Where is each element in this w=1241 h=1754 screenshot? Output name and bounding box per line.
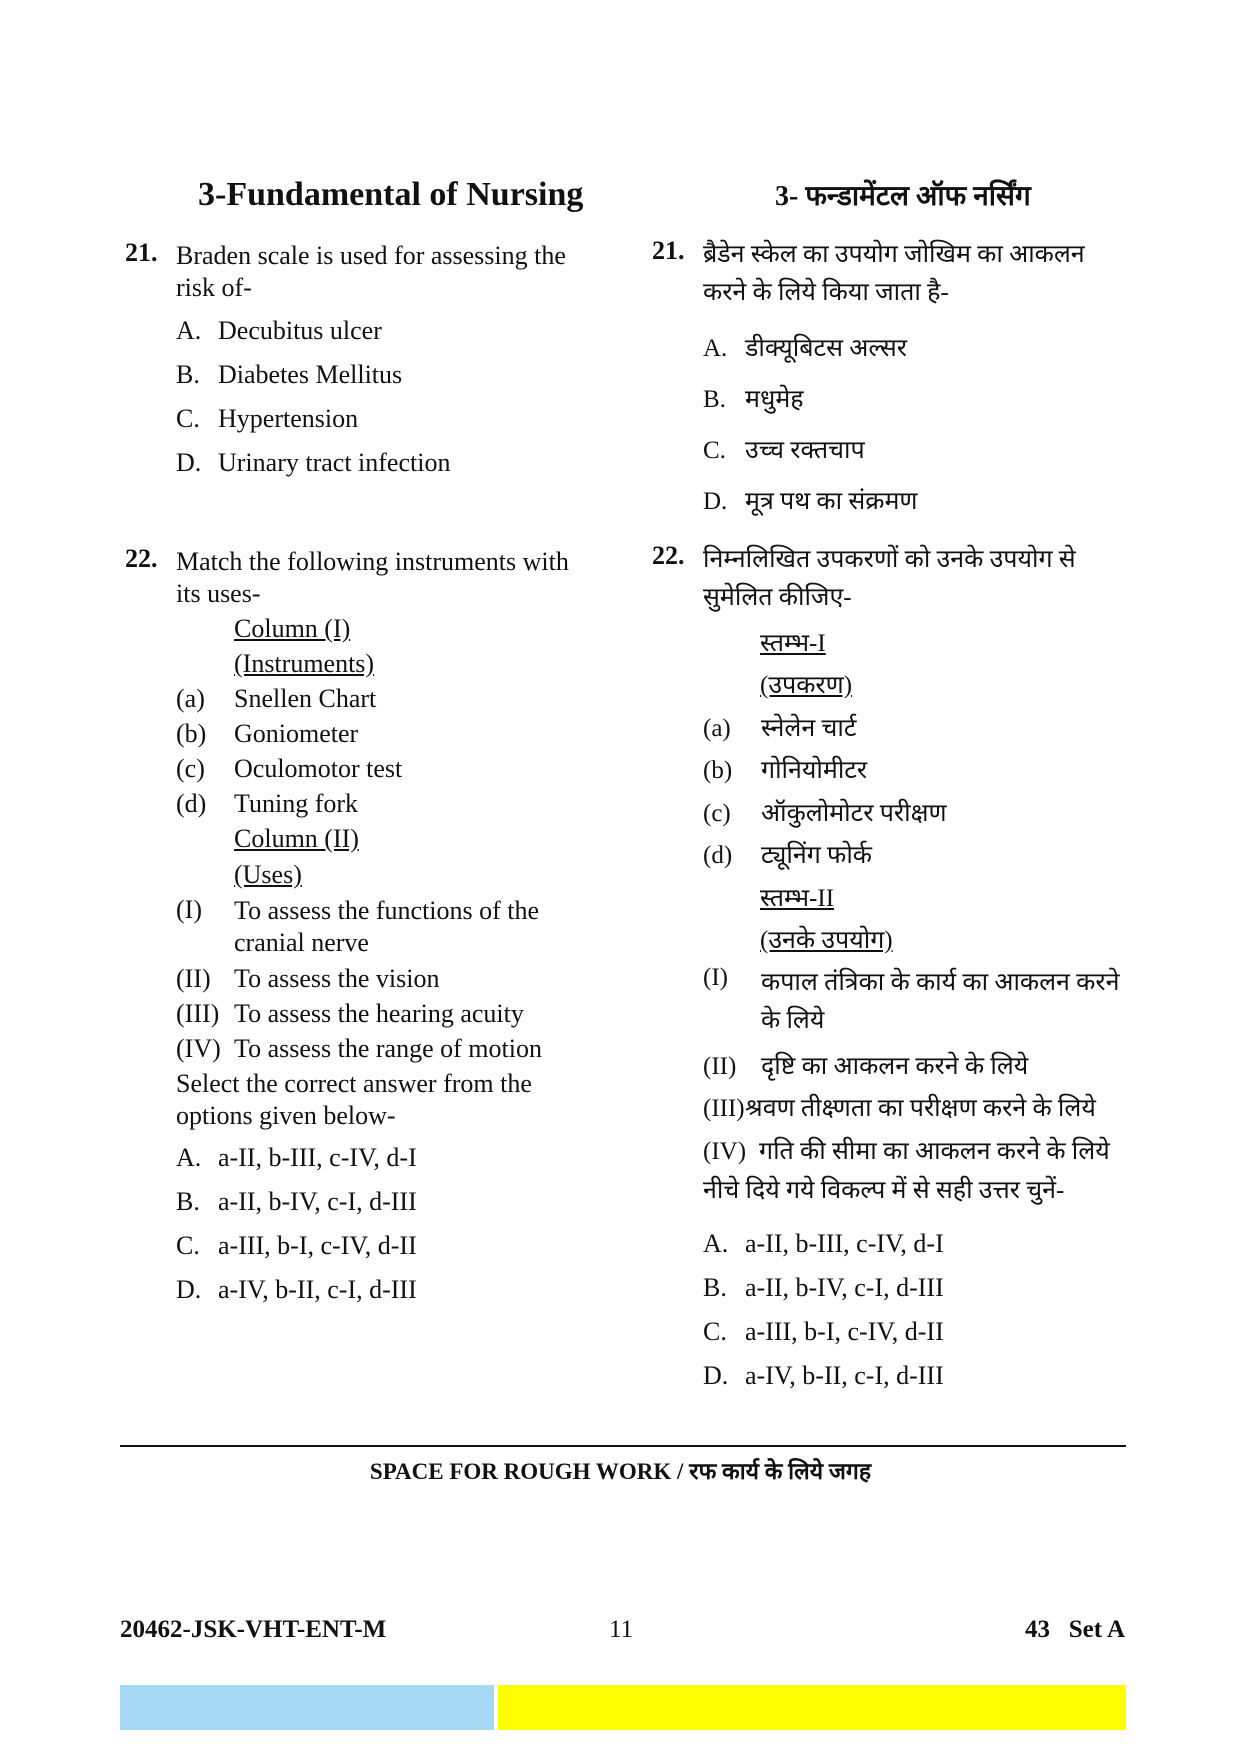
item-label: (IV)	[176, 1034, 221, 1063]
column-2-item-i	[176, 895, 606, 959]
option-text: a-III, b-I, c-IV, d-II	[218, 1231, 417, 1260]
item-text: गति की सीमा का आकलन करने के लिये	[759, 1138, 1110, 1165]
option-label: C.	[176, 1231, 200, 1260]
item-text: कपाल तंत्रिका के कार्य का आकलन करने के लिये	[761, 969, 1120, 1034]
item-label: (c)	[703, 800, 731, 827]
question-number: 22.	[652, 541, 685, 570]
column-1-item-d	[703, 837, 872, 871]
item-label: (III)	[703, 1095, 745, 1122]
option-label: C.	[703, 1317, 727, 1346]
column-2-item-iii	[176, 999, 524, 1029]
color-bar-blue	[120, 1685, 494, 1730]
question-text: Match the following instruments with its uses-	[176, 547, 569, 608]
item-label: (a)	[703, 715, 731, 742]
option-label: A.	[703, 335, 728, 362]
item-text: Snellen Chart	[234, 684, 377, 713]
option-text: a-II, b-IV, c-I, d-III	[745, 1273, 944, 1302]
column-1-subheading: (Instruments)	[234, 649, 375, 678]
option-text: डीक्यूबिटस अल्सर	[745, 335, 908, 362]
item-text: गोनियोमीटर	[761, 757, 868, 784]
item-label: (b)	[703, 757, 733, 784]
option-c	[703, 432, 865, 466]
column-1-heading: Column (I)	[234, 614, 351, 643]
section-title-hi: 3- फन्डामेंटल ऑफ नर्सिंग	[775, 181, 1031, 212]
option-text: a-IV, b-II, c-I, d-III	[218, 1275, 417, 1304]
option-b	[176, 360, 402, 390]
column-1-subheading: (उपकरण)	[760, 672, 853, 699]
item-text: श्रवण तीक्ष्णता का परीक्षण करने के लिये	[745, 1095, 1096, 1122]
option-a	[703, 330, 907, 364]
option-b	[703, 381, 804, 415]
item-label: (III)	[176, 999, 220, 1028]
item-label: (II)	[176, 964, 211, 993]
set-label: 43 Set A	[1025, 1616, 1125, 1643]
option-c	[703, 1317, 944, 1347]
question-number: 21.	[125, 238, 158, 267]
option-d	[176, 1275, 417, 1305]
column-1-item-b	[176, 719, 358, 749]
option-text: उच्च रक्तचाप	[745, 437, 865, 464]
option-d	[703, 483, 917, 517]
item-label: (d)	[703, 842, 733, 869]
option-label: D.	[176, 448, 202, 477]
column-1-item-d	[176, 789, 358, 819]
option-a	[176, 1143, 417, 1173]
question-number: 22.	[125, 544, 158, 573]
item-label: (b)	[176, 719, 207, 748]
column-2-item-ii	[703, 1048, 1028, 1082]
option-label: B.	[176, 1187, 200, 1216]
option-label: A.	[176, 1143, 202, 1172]
item-text: Goniometer	[234, 719, 359, 748]
option-label: A.	[176, 316, 202, 345]
color-bar-yellow	[498, 1685, 1126, 1730]
option-a	[176, 316, 382, 346]
option-label: C.	[703, 437, 726, 464]
option-label: C.	[176, 404, 200, 433]
instruction-text: Select the correct answer from the options given below-	[176, 1069, 532, 1130]
item-text: Oculomotor test	[234, 754, 403, 783]
option-text: Urinary tract infection	[218, 448, 451, 477]
item-text: To assess the range of motion	[234, 1034, 542, 1063]
item-label: (II)	[703, 1053, 737, 1080]
option-b	[176, 1187, 417, 1217]
question-text: Braden scale is used for assessing the risk of-	[176, 241, 566, 302]
column-1-item-a	[703, 710, 856, 744]
option-text: मूत्र पथ का संक्रमण	[745, 488, 918, 515]
question-text: निम्नलिखित उपकरणों को उनके उपयोग से सुमेलित कीजिए-	[703, 546, 1076, 611]
column-2-heading: स्तम्भ-II	[760, 885, 835, 912]
column-2-item-iv	[176, 1034, 542, 1064]
option-label: B.	[703, 386, 726, 413]
item-text: Tuning fork	[234, 789, 359, 818]
section-title-en: 3-Fundamental of Nursing	[198, 176, 584, 213]
item-text: स्नेलेन चार्ट	[761, 715, 857, 742]
option-label: B.	[176, 360, 200, 389]
rough-work-label: SPACE FOR ROUGH WORK / रफ कार्य के लिये जगह	[369, 1459, 872, 1484]
option-label: D.	[703, 488, 728, 515]
item-label: (d)	[176, 789, 207, 818]
option-text: मधुमेह	[745, 386, 804, 413]
instruction-text: नीचे दिये गये विकल्प में से सही उत्तर चुनें-	[703, 1177, 1065, 1204]
column-1-item-c	[176, 754, 402, 784]
item-label: (a)	[176, 684, 205, 713]
item-text: To assess the vision	[234, 964, 440, 993]
item-text: दृष्टि का आकलन करने के लिये	[761, 1053, 1029, 1080]
item-text: To assess the hearing acuity	[234, 999, 524, 1028]
item-label: (I)	[703, 964, 728, 991]
paper-code: 20462-JSK-VHT-ENT-M	[120, 1616, 387, 1643]
column-2-item-iv	[703, 1133, 1110, 1167]
option-text: a-II, b-III, c-IV, d-I	[745, 1229, 944, 1258]
option-b	[703, 1273, 944, 1303]
option-label: A.	[703, 1229, 729, 1258]
item-label: (c)	[176, 754, 205, 783]
item-text: ट्यूनिंग फोर्क	[761, 842, 873, 869]
option-d	[703, 1361, 944, 1391]
item-label: (I)	[176, 895, 202, 924]
item-text: To assess the functions of the cranial nerve	[234, 896, 540, 957]
question-number: 21.	[652, 236, 685, 265]
column-2-item-iii	[703, 1090, 1096, 1124]
option-label: D.	[176, 1275, 202, 1304]
column-2-item-ii	[176, 964, 439, 994]
option-label: B.	[703, 1273, 727, 1302]
option-text: Decubitus ulcer	[218, 316, 382, 345]
column-1-heading: स्तम्भ-I	[760, 630, 826, 657]
item-label: (IV)	[703, 1138, 747, 1165]
option-d	[176, 448, 450, 478]
column-2-heading: Column (II)	[234, 824, 359, 853]
option-c	[176, 1231, 417, 1261]
item-text: ऑकुलोमोटर परीक्षण	[761, 800, 947, 827]
column-1-item-c	[703, 795, 947, 829]
column-2-subheading: (Uses)	[234, 860, 302, 889]
column-2-item-i	[703, 964, 1123, 1040]
option-text: Diabetes Mellitus	[218, 360, 403, 389]
column-2-subheading: (उनके उपयोग)	[760, 927, 893, 954]
column-1-item-a	[176, 684, 376, 714]
option-a	[703, 1229, 944, 1259]
page-number: 11	[609, 1616, 634, 1643]
column-1-item-b	[703, 752, 867, 786]
question-text: ब्रैडेन स्केल का उपयोग जोखिम का आकलन करने के लिये किया जाता है-	[703, 241, 1085, 306]
option-text: a-III, b-I, c-IV, d-II	[745, 1317, 944, 1346]
option-text: a-IV, b-II, c-I, d-III	[745, 1361, 944, 1390]
option-text: Hypertension	[218, 404, 359, 433]
option-text: a-II, b-IV, c-I, d-III	[218, 1187, 417, 1216]
option-c	[176, 404, 358, 434]
option-label: D.	[703, 1361, 729, 1390]
option-text: a-II, b-III, c-IV, d-I	[218, 1143, 417, 1172]
horizontal-divider	[120, 1445, 1126, 1447]
